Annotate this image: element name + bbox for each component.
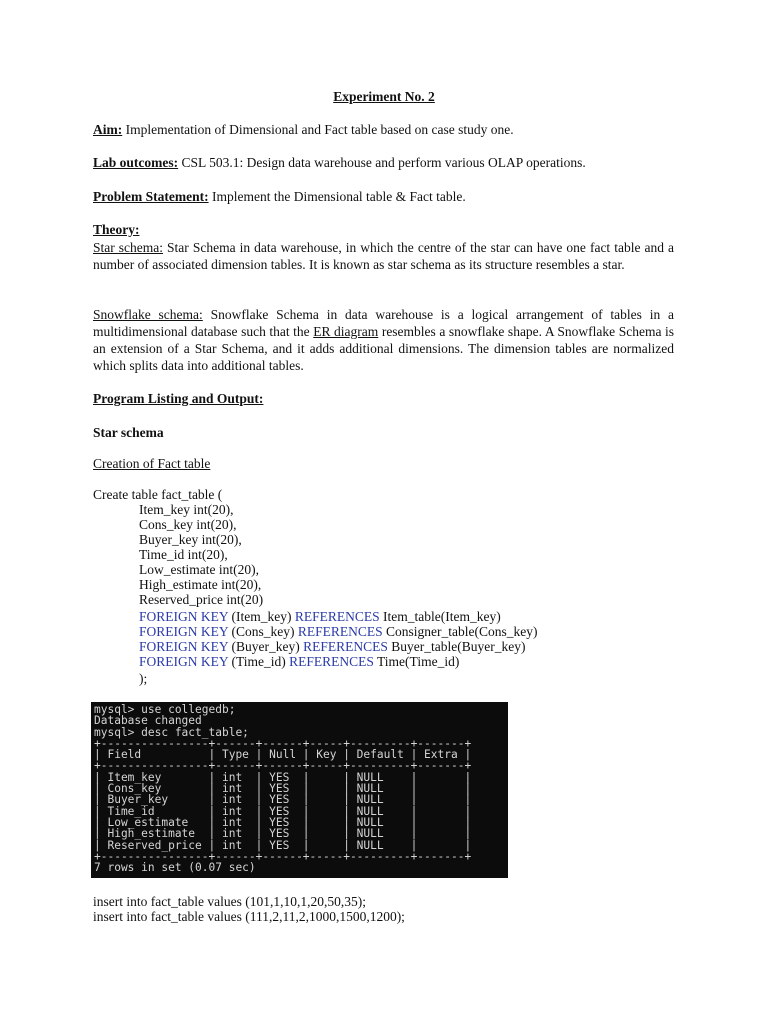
terminal-output <box>91 702 508 873</box>
terminal-line: 7 rows in set (0.07 sec) <box>94 861 256 875</box>
foreign-key-line <box>139 639 525 655</box>
foreign-key-column: (Buyer_key) <box>228 639 304 654</box>
foreign-key-column: (Time_id) <box>228 654 290 669</box>
terminal-line: +----------------+------+------+-----+---------+-------+ <box>94 736 472 750</box>
foreign-key-keyword: FOREIGN KEY <box>139 639 229 654</box>
terminal-line: +----------------+------+------+-----+---------+-------+ <box>94 849 472 863</box>
snowflake-schema-paragraph <box>93 306 674 374</box>
aim-text: Implementation of Dimensional and Fact table based on case study one. <box>122 122 514 137</box>
star-schema-text: Star Schema in data warehouse, in which the centre of the star can have one fact table and a number of associated dimension tables. It is known as star schema as its structure resembles a star. <box>93 240 674 272</box>
foreign-key-keyword: FOREIGN KEY <box>139 624 229 639</box>
aim-line <box>93 122 514 138</box>
terminal-line: | Reserved_price | int | YES | | NULL | | <box>94 838 472 852</box>
foreign-key-line <box>139 654 459 670</box>
code-column-line: Reserved_price int(20) <box>139 592 264 607</box>
terminal-line: Database changed <box>94 714 202 728</box>
terminal-line: | Low_estimate | int | YES | | NULL | | <box>94 815 472 829</box>
terminal-line: | Cons_key | int | YES | | NULL | | <box>94 782 472 796</box>
terminal-line: | High_estimate | int | YES | | NULL | | <box>94 827 472 841</box>
referenced-table: Item_table(Item_key) <box>379 609 501 624</box>
experiment-title: Experiment No. 2 <box>333 89 435 104</box>
terminal-line: | Time_id | int | YES | | NULL | | <box>94 804 472 818</box>
foreign-key-line <box>139 624 538 640</box>
snowflake-text-after: resembles a snowflake shape. A Snowflake Schema is an extension of a Star Schema, and it adds additional dimensions. The dimension tables are normalized which splits data into additional tables. <box>93 324 674 373</box>
insert-statement-line: insert into fact_table values (101,1,10,1,20,50,35); <box>93 894 366 909</box>
create-table-line: Create table fact_table ( <box>93 487 223 502</box>
problem-statement-label: Problem Statement: <box>93 189 209 204</box>
foreign-key-column: (Cons_key) <box>228 624 298 639</box>
referenced-table: Consigner_table(Cons_key) <box>382 624 538 639</box>
star-schema-paragraph <box>93 239 674 273</box>
aim-label: Aim: <box>93 122 123 137</box>
code-column-line: Cons_key int(20), <box>139 517 237 532</box>
theory-heading: Theory: <box>93 222 140 237</box>
code-column-line: Item_key int(20), <box>139 502 234 517</box>
snowflake-schema-label: Snowflake schema: <box>93 307 203 322</box>
references-keyword: REFERENCES <box>294 609 380 624</box>
creation-fact-table-heading: Creation of Fact table <box>93 456 211 471</box>
problem-statement-text: Implement the Dimensional table & Fact table. <box>208 189 466 204</box>
code-column-line: Time_id int(20), <box>139 547 228 562</box>
terminal-line: | Field | Type | Null | Key | Default | Extra | <box>94 748 472 762</box>
star-schema-label: Star schema: <box>93 240 164 255</box>
close-paren-line: ); <box>139 671 148 686</box>
code-column-line: High_estimate int(20), <box>139 577 262 592</box>
lab-outcomes-label: Lab outcomes: <box>93 155 179 170</box>
references-keyword: REFERENCES <box>303 639 388 654</box>
foreign-key-keyword: FOREIGN KEY <box>139 609 229 624</box>
snowflake-text-before: Snowflake Schema in data warehouse is a logical arrangement of tables in a multidimensional database such that the <box>93 307 675 339</box>
terminal-line: | Buyer_key | int | YES | | NULL | | <box>94 793 472 807</box>
code-column-line: Buyer_key int(20), <box>139 532 242 547</box>
referenced-table: Time(Time_id) <box>373 654 460 669</box>
terminal-line: +----------------+------+------+-----+---------+-------+ <box>94 759 472 773</box>
foreign-key-keyword: FOREIGN KEY <box>139 654 229 669</box>
foreign-key-line <box>139 609 501 625</box>
lab-outcomes-text: CSL 503.1: Design data warehouse and perform various OLAP operations. <box>178 155 586 170</box>
referenced-table: Buyer_table(Buyer_key) <box>387 639 526 654</box>
mysql-terminal-screenshot <box>91 702 508 878</box>
references-keyword: REFERENCES <box>297 624 383 639</box>
references-keyword: REFERENCES <box>289 654 374 669</box>
terminal-line: | Item_key | int | YES | | NULL | | <box>94 770 472 784</box>
terminal-line: mysql> use collegedb; <box>94 703 236 716</box>
er-diagram-link[interactable]: ER diagram <box>313 324 379 339</box>
lab-outcomes-line <box>93 155 586 171</box>
problem-statement-line <box>93 189 466 205</box>
code-column-line: Low_estimate int(20), <box>139 562 259 577</box>
star-schema-heading: Star schema <box>93 425 164 440</box>
foreign-key-column: (Item_key) <box>228 609 295 624</box>
insert-statement-line: insert into fact_table values (111,2,11,2,1000,1500,1200); <box>93 909 405 924</box>
program-listing-heading: Program Listing and Output: <box>93 391 264 406</box>
terminal-line: mysql> desc fact_table; <box>94 725 249 739</box>
